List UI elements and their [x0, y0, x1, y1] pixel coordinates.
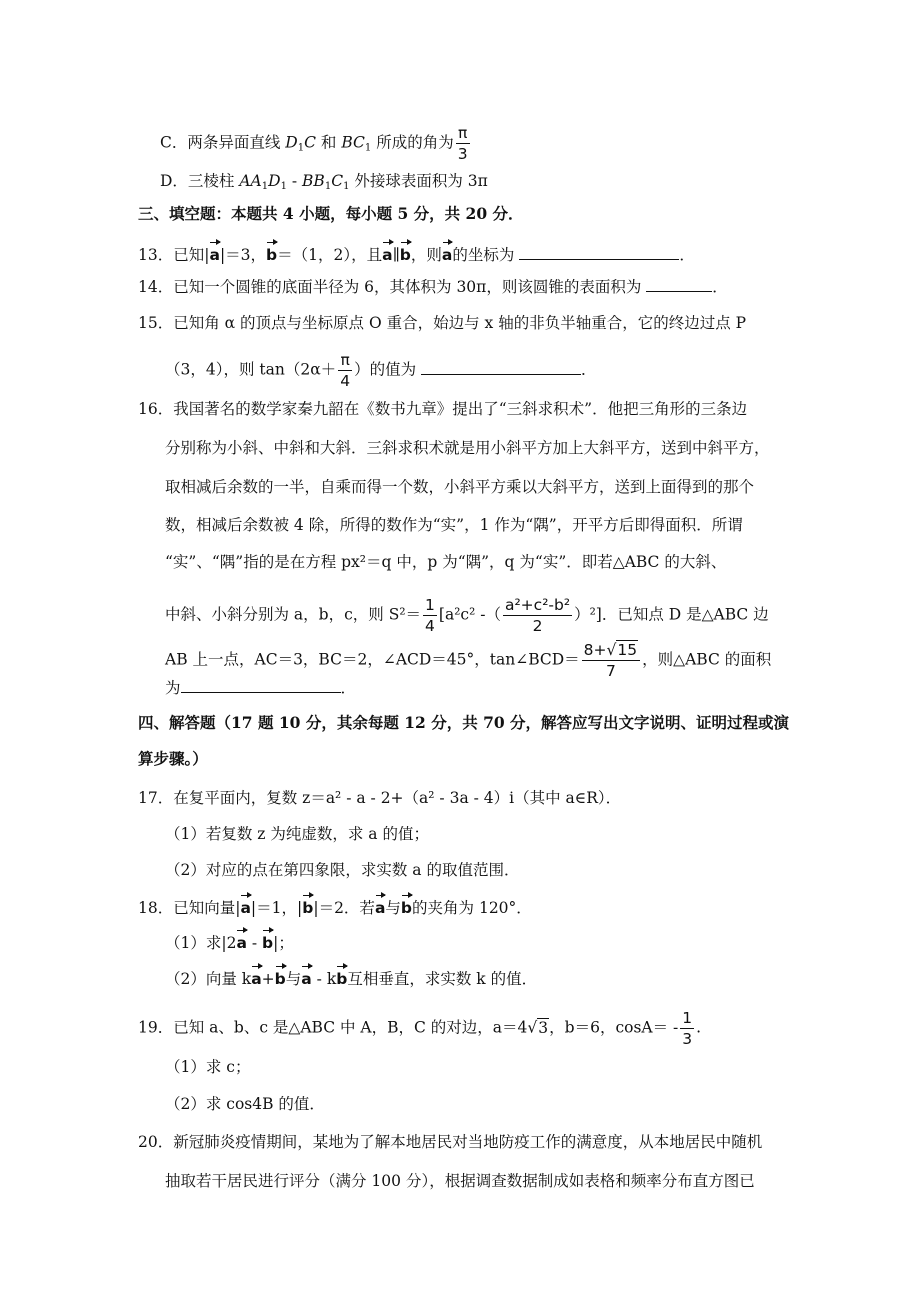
question-15-line2: （3，4），则 tan（2α＋ $\frac{\pi}{4}$ ）的值为 ．	[165, 351, 597, 390]
answer-blank[interactable]	[519, 243, 679, 260]
answer-blank[interactable]	[646, 275, 712, 292]
question-15-line1: 15．已知角 α 的顶点与坐标原点 O 重合，始边与 x 轴的非负半轴重合，它的终边过点 P	[138, 314, 747, 332]
section-4-heading-line1: 四、解答题（17 题 10 分，其余每题 12 分，共 70 分，解答应写出文字说明、证明过程或演	[138, 713, 790, 732]
answer-blank[interactable]	[181, 676, 341, 693]
fraction-pi-4: $\frac{\pi}{4}$	[340, 351, 351, 390]
section-3-heading: 三、填空题：本题共 4 小题，每小题 5 分，共 20 分．	[138, 204, 524, 223]
fraction-cosine-law: $\frac{\text{a²+c²-b²}}{2}$	[504, 596, 571, 635]
question-19-part1: （1）求 c；	[165, 1058, 251, 1076]
question-16-line3: 取相减后余数的一半，自乘而得一个数，小斜平方乘以大斜平方，送到上面得到的那个	[165, 478, 755, 496]
fraction-1-3: $\frac{1}{3}$	[682, 1009, 693, 1048]
question-17-part1: （1）若复数 z 为纯虚数，求 a 的值；	[165, 825, 429, 843]
section-4-heading-line2: 算步骤。）	[138, 749, 208, 768]
question-16-line6: 中斜、小斜分别为 a，b，c，则 S²＝ $\frac{1}{4}$ [a²c² -（ $\frac{\text{a²+c²-b²}}{2}$ ）²]．已知点 D 是△ABC 边	[165, 596, 769, 635]
question-20-line1: 20．新冠肺炎疫情期间，某地为了解本地居民对当地防疫工作的满意度，从本地居民中随机	[138, 1133, 763, 1151]
question-18-part2: （2）向量 ka+b与a - kb互相垂直，求实数 k 的值．	[165, 964, 537, 990]
question-17-stem: 17．在复平面内，复数 z＝a² - a - 2+（a² - 3a - 4）i（其中 a∈R）．	[138, 789, 622, 807]
question-16-line4: 数，相减后余数被 4 除，所得的数作为“实”，1 作为“隅”，开平方后即得面积．所谓	[165, 516, 743, 534]
question-18-stem: 18．已知向量|a|＝1，|b|＝2．若a与b的夹角为 120°．	[138, 893, 532, 919]
fraction-pi-3: $\frac{\pi}{3}$	[457, 124, 468, 163]
question-13: 13．已知|a|＝3，b＝（1，2），且a∥b，则a的坐标为 ．	[138, 240, 695, 266]
question-16-line8: 为 ．	[165, 676, 356, 699]
question-14: 14．已知一个圆锥的底面半径为 6，其体积为 30π，则该圆锥的表面积为 ．	[138, 275, 728, 298]
question-19-stem: 19．已知 a、b、c 是△ABC 中 A，B，C 的对边，a＝4√3，b＝6，cosA＝ - $\frac{1}{3}$ .	[138, 1009, 702, 1048]
fraction-1-4: $\frac{1}{4}$	[425, 596, 435, 635]
question-20-line2: 抽取若干居民进行评分（满分 100 分），根据调查数据制成如表格和频率分布直方图已	[165, 1172, 755, 1190]
fraction-tan-bcd: $\frac{8+√15}{7}$	[582, 640, 640, 681]
question-19-part2: （2）求 cos4B 的值．	[165, 1095, 325, 1113]
question-16-line1: 16．我国著名的数学家秦九韶在《数书九章》提出了“三斜求积术”．他把三角形的三条边	[138, 400, 748, 418]
question-18-part1: （1）求|2a - b|；	[165, 928, 294, 954]
question-17-part2: （2）对应的点在第四象限，求实数 a 的取值范围．	[165, 861, 520, 879]
question-16-line5: “实”、“隅”指的是在方程 px²＝q 中，p 为“隅”，q 为“实”．即若△ABC 的大斜、	[165, 553, 727, 571]
option-c: C．两条异面直线 $D_1C$ 和 $BC_1$ 所成的角为 $\frac{\pi}{3}$	[160, 124, 468, 163]
answer-blank[interactable]	[421, 358, 581, 375]
option-d: D．三棱柱 $AA_1D_1 - BB_1C_1$ 外接球表面积为 3π	[160, 172, 488, 192]
question-16-line7: AB 上一点，AC＝3，BC＝2，∠ACD＝45°，tan∠BCD＝ $\frac{8+√15}{7}$ ，则△ABC 的面积	[165, 641, 772, 680]
question-16-line2: 分别称为小斜、中斜和大斜．三斜求积术就是用小斜平方加上大斜平方，送到中斜平方，	[165, 439, 770, 457]
